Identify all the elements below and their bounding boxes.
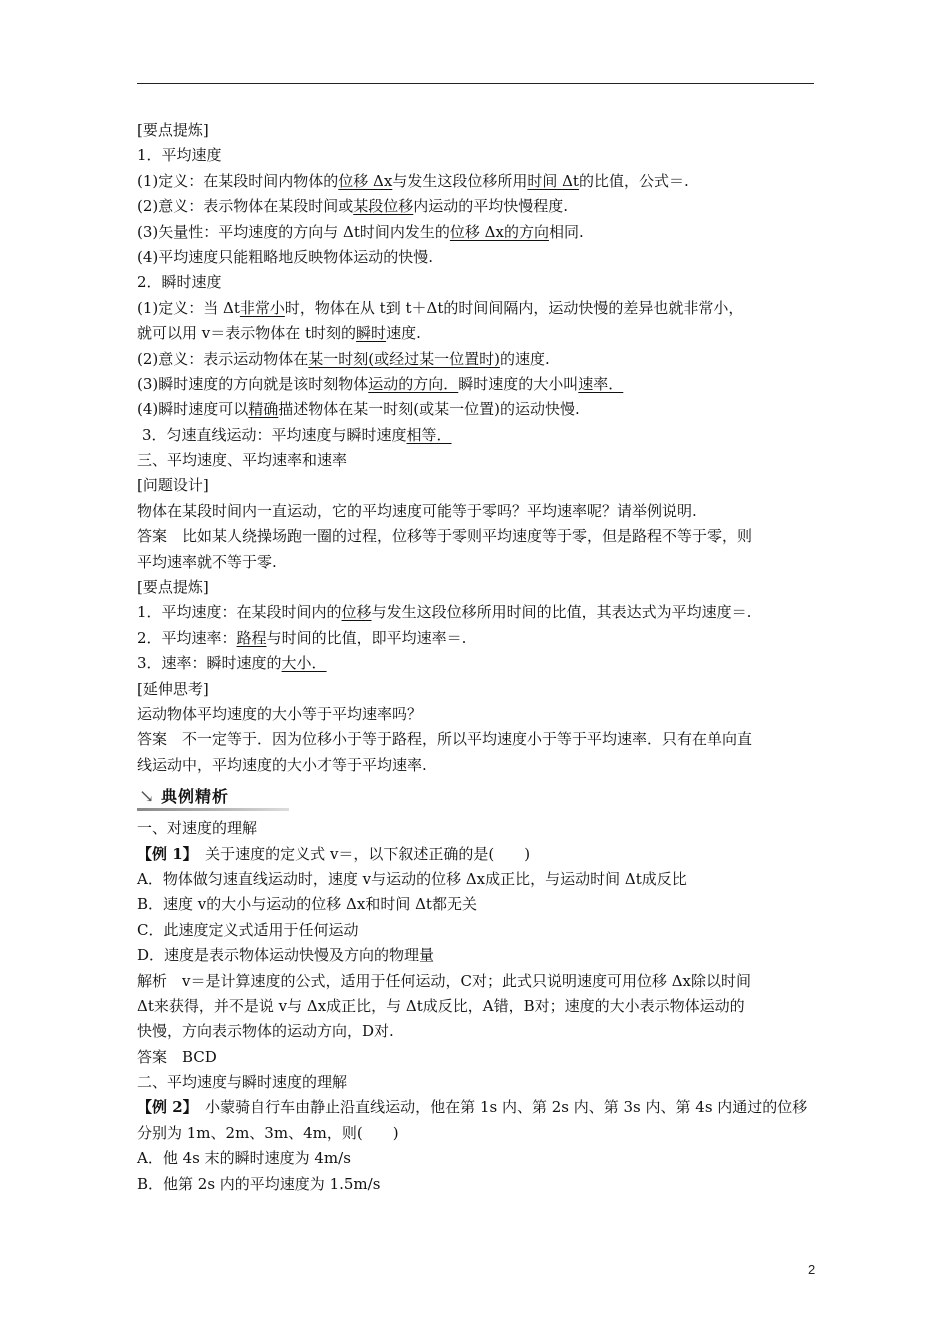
answer-line: 答案 BCD xyxy=(137,1047,217,1066)
text-line: 解析 v＝是计算速度的公式，适用于任何运动，C对；此式只说明速度可用位移 Δx除以时间 xyxy=(137,971,752,990)
underlined-answer: 路程 xyxy=(236,628,267,647)
option-line: D．速度是表示物体运动快慢及方向的物理量 xyxy=(137,946,435,965)
text-line xyxy=(137,169,817,194)
example-label: 【例 2】 xyxy=(137,1098,191,1117)
text: 2．平均速率： xyxy=(137,628,237,647)
text-line: [要点提炼] xyxy=(137,578,209,597)
text-line xyxy=(137,372,817,397)
text-line xyxy=(137,423,817,448)
text-line: 快慢，方向表示物体的运动方向，D对. xyxy=(137,1022,394,1041)
document-body xyxy=(137,118,817,1197)
text: 小蒙骑自行车由静止沿直线运动，他在第 1s 内、第 2s 内、第 3s 内、第 4s 内通过的位移 xyxy=(190,1098,808,1117)
text-line xyxy=(137,600,817,625)
text-line xyxy=(137,347,817,372)
section-heading: 二、平均速度与瞬时速度的理解 xyxy=(137,1073,348,1092)
underlined-answer: 某一时刻(或经过某一位置时) xyxy=(308,349,500,368)
underlined-answer: 相等． xyxy=(406,425,452,444)
text-line xyxy=(137,220,817,245)
option-line: A．他 4s 末的瞬时速度为 4m/s xyxy=(137,1149,351,1168)
underlined-answer: 位移 xyxy=(341,603,372,622)
underlined-answer: 精确 xyxy=(248,400,279,419)
text: 与发生这段位移所用 xyxy=(392,171,528,190)
text: 1．平均速度：在某段时间内的 xyxy=(137,603,342,622)
text-line xyxy=(137,842,817,867)
text: 3．匀速直线运动：平均速度与瞬时速度 xyxy=(142,425,407,444)
underlined-answer: 位移 Δx的方向 xyxy=(449,222,549,241)
text: 关于速度的定义式 v＝，以下叙述正确的是( ) xyxy=(190,844,531,863)
page-number: 2 xyxy=(808,1262,816,1277)
text: 相同. xyxy=(548,222,584,241)
option-line: A．物体做匀速直线运动时，速度 v与运动的位移 Δx成正比，与运动时间 Δt成反比 xyxy=(137,869,687,888)
arrow-icon: ↘ xyxy=(139,786,155,808)
section-heading: 一、对速度的理解 xyxy=(137,819,258,838)
text-line xyxy=(137,194,817,219)
underlined-answer: 非常小 xyxy=(239,298,285,317)
text: (2)意义：表示物体在某段时间或 xyxy=(137,197,354,216)
text-line xyxy=(137,321,817,346)
text-line xyxy=(137,296,817,321)
underlined-answer: 运动的方向． xyxy=(368,374,459,393)
section-underline-bar xyxy=(137,808,289,811)
text-line xyxy=(137,397,817,422)
text: 3．速率：瞬时速度的 xyxy=(137,654,282,673)
text-line xyxy=(137,1095,817,1120)
option-line: C．此速度定义式适用于任何运动 xyxy=(137,920,359,939)
text: (1)定义：当 Δt xyxy=(137,298,240,317)
text-line: [要点提炼] xyxy=(137,121,209,139)
underlined-answer: 时间 Δt xyxy=(527,171,579,190)
text-line: 1．平均速度 xyxy=(137,146,222,165)
text: 内运动的平均快慢程度. xyxy=(413,197,569,216)
text-line: (4)平均速度只能粗略地反映物体运动的快慢. xyxy=(137,247,434,266)
text: 的速度. xyxy=(499,349,550,368)
text: 速度. xyxy=(386,324,421,343)
underlined-answer: 速率． xyxy=(578,374,624,393)
header-rule xyxy=(137,83,814,84)
text: 的比值，公式＝. xyxy=(578,171,689,190)
text: (1)定义：在某段时间内物体的 xyxy=(137,171,339,190)
text: 与时间的比值，即平均速率＝. xyxy=(266,628,467,647)
text-line xyxy=(137,626,817,651)
text-line: 答案 比如某人绕操场跑一圈的过程，位移等于零则平均速度等于零，但是路程不等于零，则 xyxy=(137,527,753,546)
text-line: 线运动中，平均速度的大小才等于平均速率. xyxy=(137,755,427,774)
text: (4)瞬时速度可以 xyxy=(137,400,249,419)
section-header-examples xyxy=(137,780,817,816)
text: (3)矢量性：平均速度的方向与 Δt时间内发生的 xyxy=(137,222,450,241)
underlined-answer: 某段位移 xyxy=(353,197,414,216)
text-line xyxy=(137,651,817,676)
option-line: B．速度 v的大小与运动的位移 Δx和时间 Δt都无关 xyxy=(137,895,477,914)
section-title: 典例精析 xyxy=(161,787,230,807)
text-line: 运动物体平均速度的大小等于平均速率吗？ xyxy=(137,704,423,723)
text: 瞬时速度的大小叫 xyxy=(458,374,579,393)
text-line: [延伸思考] xyxy=(137,679,209,698)
underlined-answer: 大小． xyxy=(281,654,327,673)
text: (2)意义：表示运动物体在 xyxy=(137,349,309,368)
text-line: 分别为 1m、2m、3m、4m，则( ) xyxy=(137,1123,399,1142)
option-line: B．他第 2s 内的平均速度为 1.5m/s xyxy=(137,1174,381,1193)
underlined-answer: 瞬时 xyxy=(356,324,387,343)
text: (3)瞬时速度的方向就是该时刻物体 xyxy=(137,374,369,393)
text: 与发生这段位移所用时间的比值，其表达式为平均速度＝. xyxy=(371,603,752,622)
text-line: 答案 不一定等于．因为位移小于等于路程，所以平均速度小于等于平均速率．只有在单向直 xyxy=(137,730,753,749)
text: 描述物体在某一时刻(或某一位置)的运动快慢. xyxy=(278,400,580,419)
section-heading: 三、平均速度、平均速率和速率 xyxy=(137,451,348,470)
text: 时，物体在从 t到 t＋Δt的时间间隔内，运动快慢的差异也就非常小， xyxy=(284,298,744,317)
text-line: 平均速率就不等于零. xyxy=(137,552,277,571)
text-line: Δt来获得，并不是说 v与 Δx成正比，与 Δt成反比，A错，B对；速度的大小表示物体运动的 xyxy=(137,996,745,1015)
underlined-answer: 位移 Δx xyxy=(338,171,393,190)
text-line: 2．瞬时速度 xyxy=(137,273,222,292)
text-line: [问题设计] xyxy=(137,476,209,495)
text: 就可以用 v＝表示物体在 t时刻的 xyxy=(137,324,357,343)
text-line: 物体在某段时间内一直运动，它的平均速度可能等于零吗？平均速率呢？请举例说明. xyxy=(137,501,697,520)
example-label: 【例 1】 xyxy=(137,844,191,863)
